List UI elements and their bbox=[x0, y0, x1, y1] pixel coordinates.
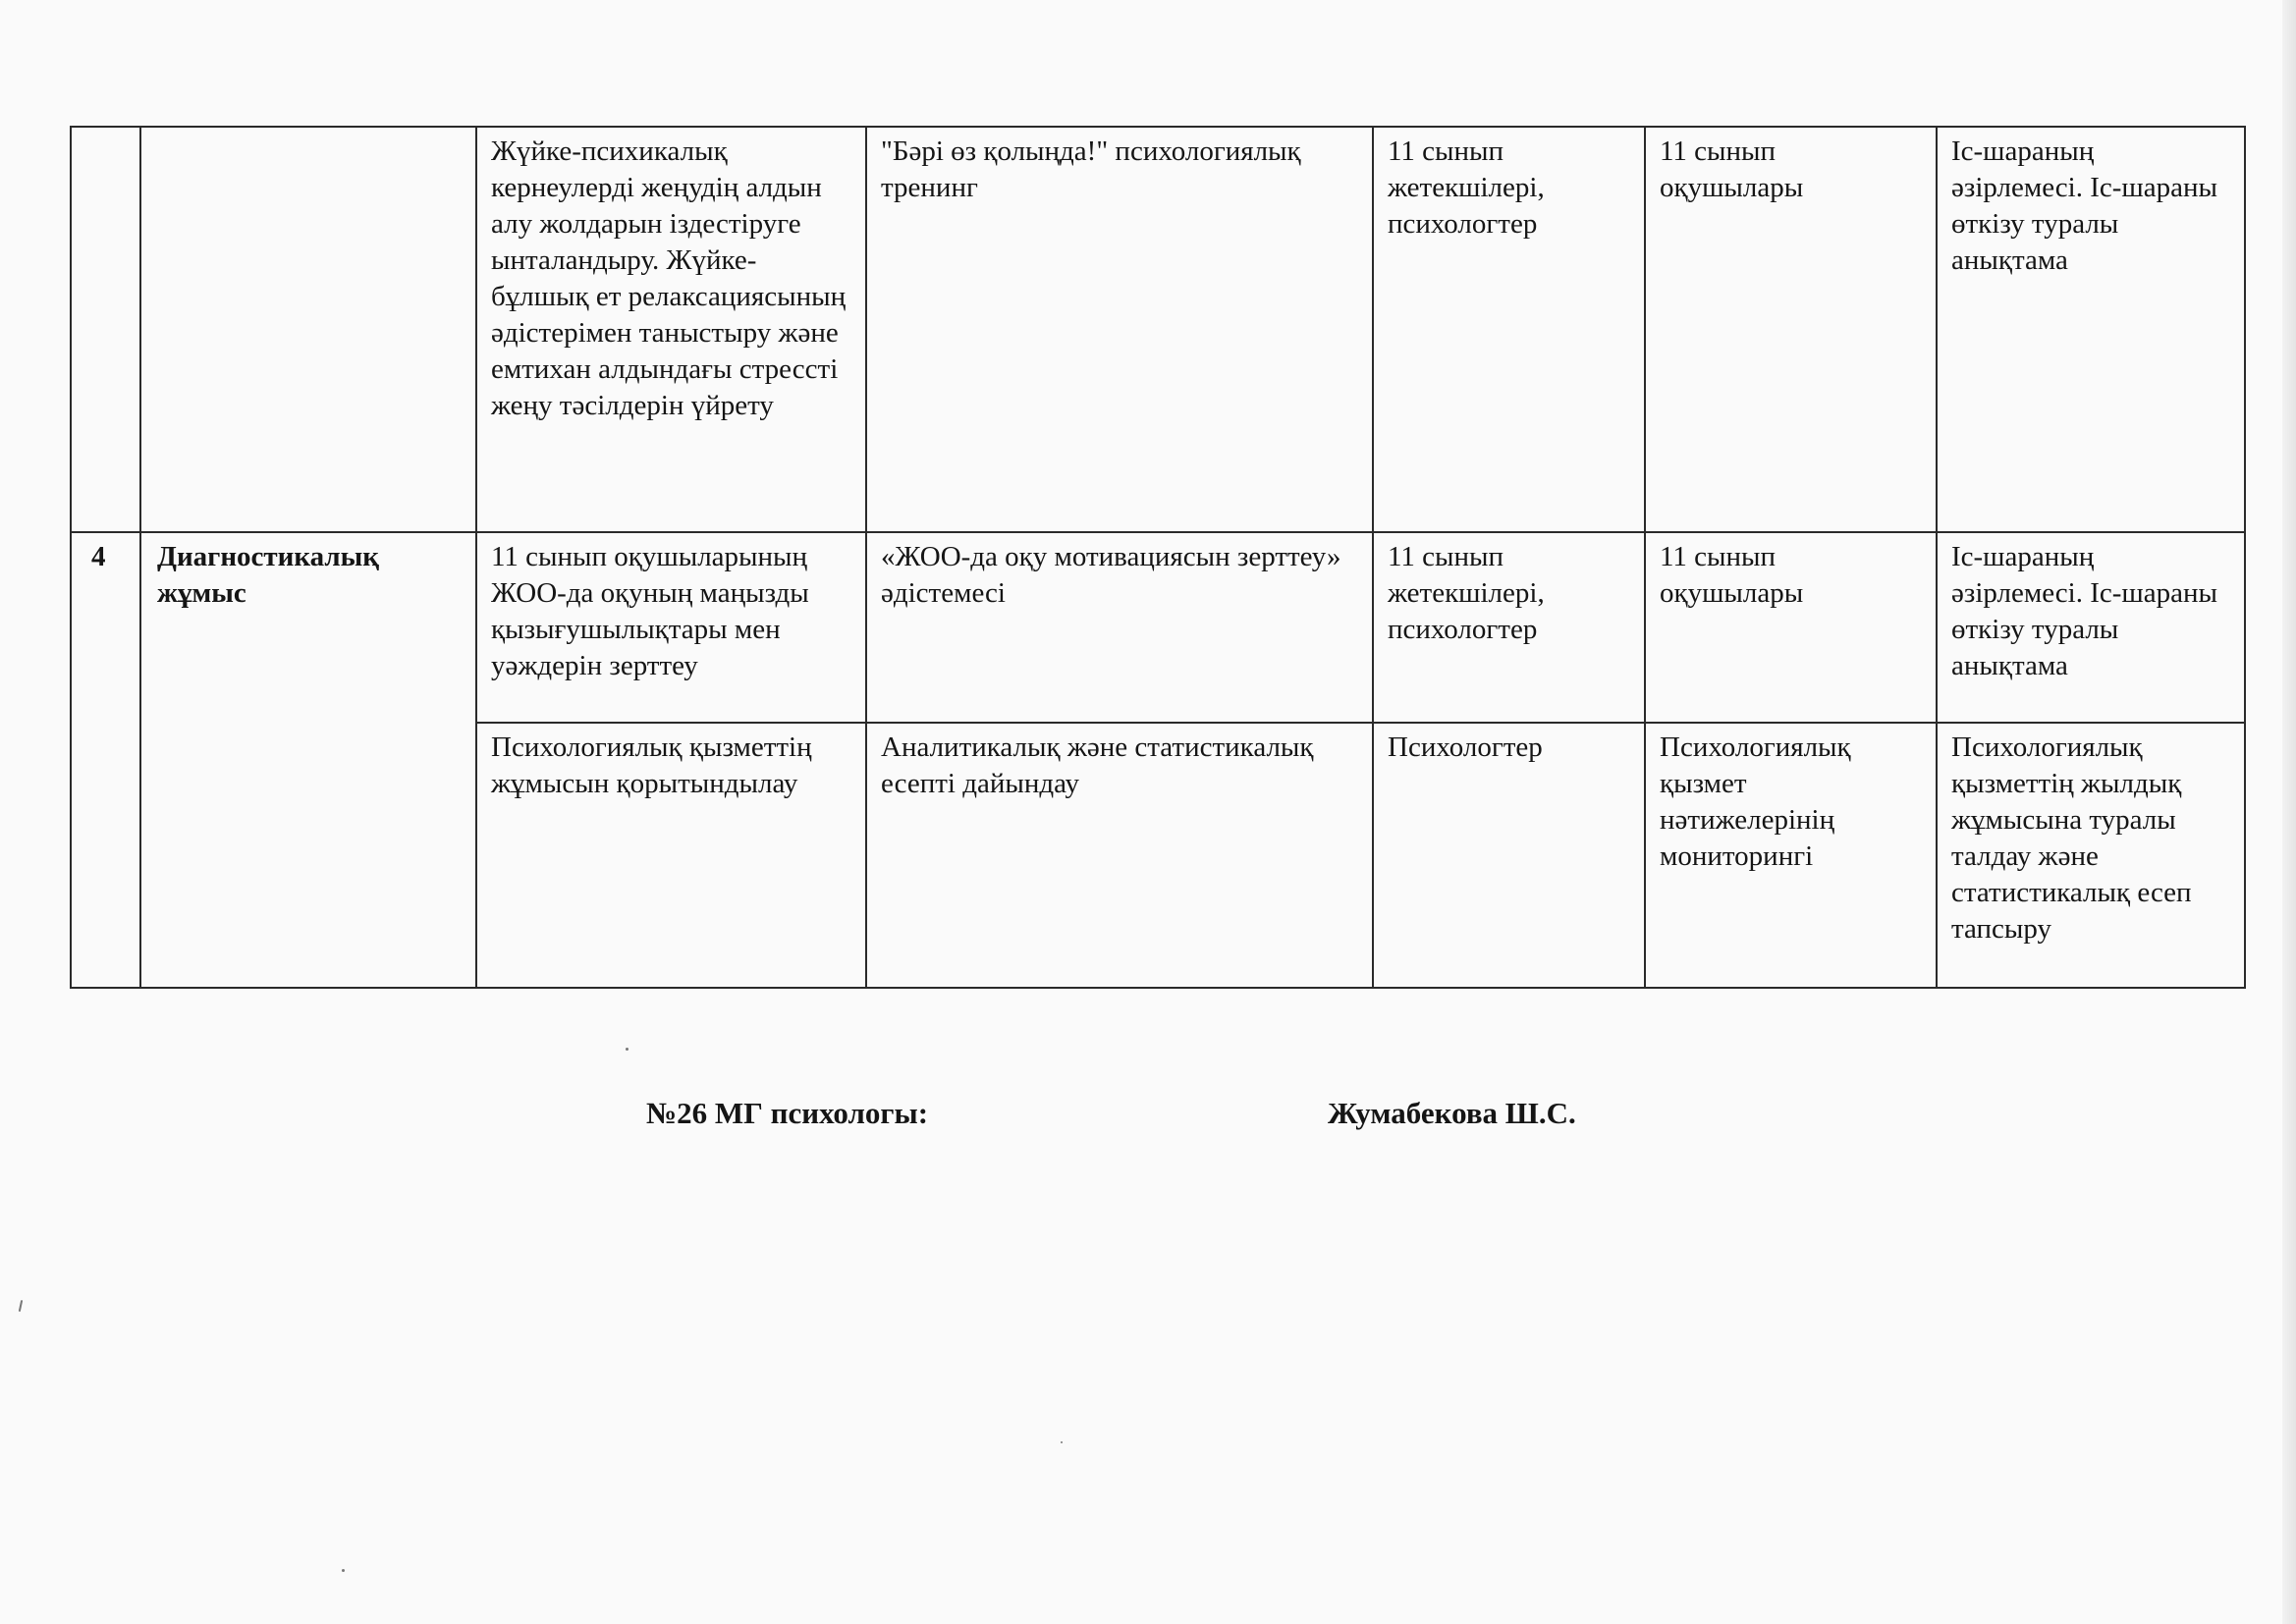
scan-speck bbox=[342, 1569, 345, 1572]
table-row bbox=[71, 127, 2245, 532]
participants-cell: Психологиялық қызмет нәтижелерінің мониторингі bbox=[1645, 723, 1937, 988]
result-cell: Психологиялық қызметтің жылдық жұмысына туралы талдау және статистикалық есеп тапсыру bbox=[1937, 723, 2245, 988]
scan-speck bbox=[626, 1048, 629, 1051]
scan-speck bbox=[1061, 1441, 1063, 1443]
row-number: 4 bbox=[71, 532, 140, 988]
participants-cell: 11 сынып оқушылары bbox=[1645, 127, 1937, 532]
form-cell: "Бәрі өз қолыңда!" психологиялық тренинг bbox=[866, 127, 1373, 532]
responsible-cell: 11 сынып жетекшілері, психологтер bbox=[1373, 127, 1645, 532]
form-cell: «ЖОО-да оқу мотивациясын зерттеу» әдістемесі bbox=[866, 532, 1373, 723]
goal-cell: Жүйке-психикалық кернеулерді жеңудің алдын алу жолдарын іздестіруге ынталандыру. Жүйке-бұлшық ет релаксациясының әдістерімен таныстыру және емтихан алдындағы стрессті жеңу тәсілдерін үйрету bbox=[476, 127, 866, 532]
scan-speck bbox=[19, 1300, 23, 1312]
work-plan-table bbox=[70, 126, 2246, 989]
signature-position: №26 МГ психологы: bbox=[646, 1096, 929, 1130]
goal-cell: 11 сынып оқушыларының ЖОО-да оқуның маңызды қызығушылықтары мен уәждерін зерттеу bbox=[476, 532, 866, 723]
responsible-cell: 11 сынып жетекшілері, психологтер bbox=[1373, 532, 1645, 723]
form-cell: Аналитикалық және статистикалық есепті дайындау bbox=[866, 723, 1373, 988]
row-number bbox=[71, 127, 140, 532]
goal-cell: Психологиялық қызметтің жұмысын қорытындылау bbox=[476, 723, 866, 988]
participants-cell: 11 сынып оқушылары bbox=[1645, 532, 1937, 723]
table-row bbox=[71, 532, 2245, 723]
scan-edge-shadow bbox=[2282, 0, 2296, 1624]
responsible-cell: Психологтер bbox=[1373, 723, 1645, 988]
result-cell: Іс-шараның әзірлемесі. Іс-шараны өткізу туралы анықтама bbox=[1937, 532, 2245, 723]
result-cell: Іс-шараның әзірлемесі. Іс-шараны өткізу туралы анықтама bbox=[1937, 127, 2245, 532]
section-title: Диагностикалық жұмыс bbox=[140, 532, 476, 988]
signature-name: Жумабекова Ш.С. bbox=[1328, 1096, 1576, 1130]
section-title bbox=[140, 127, 476, 532]
